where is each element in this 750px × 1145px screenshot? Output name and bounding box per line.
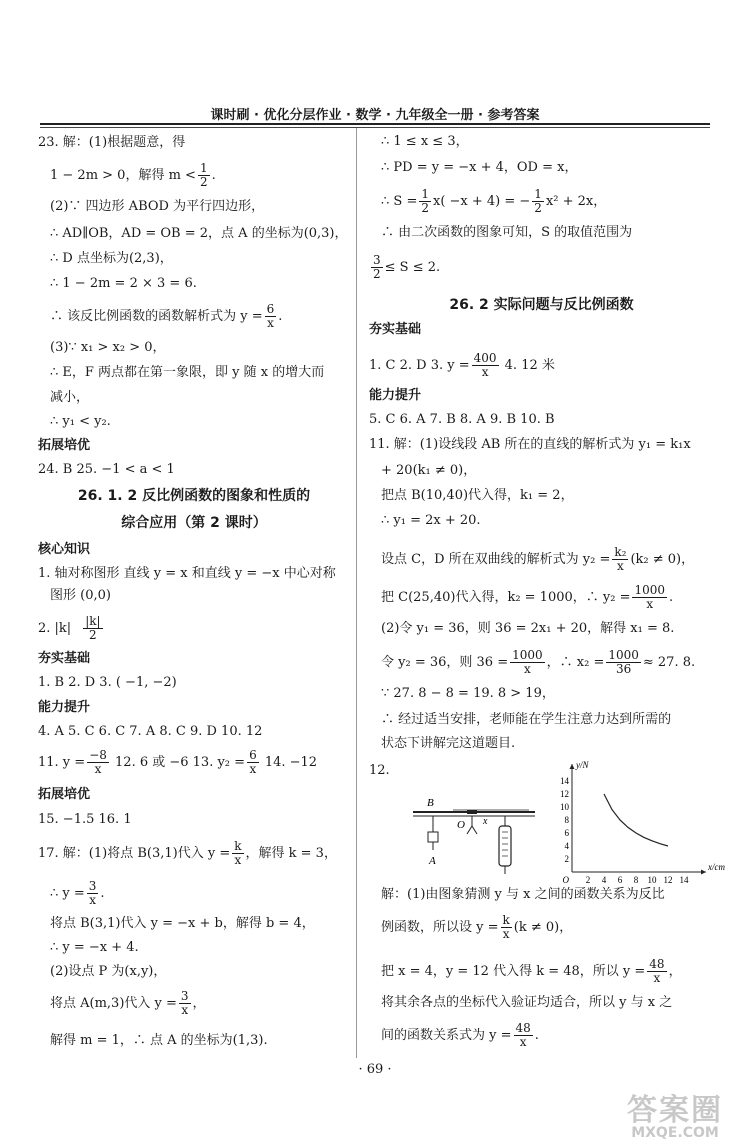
q17-line: 将点 A(m,3)代入 y = $\frac{3}{x}$ ， bbox=[50, 989, 206, 1017]
q11-line: (2)令 y₁ = 36，则 36 = 2x₁ + 20，解得 x₁ = 8. bbox=[381, 621, 675, 636]
x-tick-label: 8 bbox=[633, 875, 639, 885]
q17-line: 解得 m = 1，∴ 点 A 的坐标为(1,3). bbox=[50, 1033, 268, 1048]
q23-line: ∴ AD∥OB，AD = OB = 2，点 A 的坐标为(0,3)， bbox=[50, 226, 348, 241]
reciprocal-graph bbox=[544, 758, 725, 888]
fraction: $\frac{1}{2}$ bbox=[534, 187, 542, 215]
q11-line: ∵ 27. 8 − 8 = 19. 8 > 19， bbox=[381, 686, 555, 701]
q11-line: ∴ 经过适当安排，老师能在学生注意力达到所需的 bbox=[381, 712, 672, 727]
fraction: $\frac{1}{2}$ bbox=[199, 161, 208, 189]
fraction: $\frac{3}{x}$ bbox=[88, 879, 97, 907]
fraction: $\frac{1000}{x}$ bbox=[512, 648, 543, 676]
q17-line: (2)设点 P 为(x,y)， bbox=[50, 964, 167, 979]
q23-line: 1 − 2m > 0，解得 m < $\frac{1}{2}$ . bbox=[50, 161, 216, 189]
section-heading: 拓展培优 bbox=[38, 438, 91, 453]
q17-line: ∴ y = −x + 4. bbox=[50, 940, 139, 955]
x-tick-label: 14 bbox=[679, 875, 689, 885]
y-tick-label: 14 bbox=[560, 776, 569, 786]
q23-line: ∴ y₁ < y₂. bbox=[50, 414, 111, 429]
page-number: · 69 · bbox=[358, 1062, 392, 1077]
q11-line: ∴ y₁ = 2x + 20. bbox=[381, 513, 481, 528]
fraction: $\frac{1000}{36}$ bbox=[608, 648, 639, 676]
answer-line: $\frac{3}{2}$ ≤ S ≤ 2. bbox=[373, 253, 441, 281]
answer-line: 1. C 2. D 3. y = $\frac{400}{x}$ 4. 12 米 bbox=[369, 351, 555, 379]
x-tick-label: 10 bbox=[647, 875, 657, 885]
answer-line: 1. B 2. D 3. ( −1, −2) bbox=[38, 675, 177, 690]
fraction: $\frac{6}{x}$ bbox=[249, 748, 257, 776]
answer-line: 图形 (0,0) bbox=[50, 588, 111, 603]
section-heading: 夯实基础 bbox=[369, 322, 422, 337]
q11-line: 把点 B(10,40)代入得，k₁ = 2， bbox=[381, 488, 574, 503]
section-title: 26. 1. 2 反比例函数的图象和性质的 bbox=[77, 488, 311, 504]
answer-line: ∴ S = $\frac{1}{2}$ x( −x + 4) = − $\frac{1}{2}$ x² + 2x， bbox=[381, 187, 607, 215]
section-heading: 能力提升 bbox=[38, 700, 91, 715]
answer-line: ∴ 1 ≤ x ≤ 3， bbox=[381, 134, 469, 149]
answer-line: 1. 轴对称图形 直线 y = x 和直线 y = −x 中心对称 bbox=[38, 566, 336, 581]
q11-line: + 20(k₁ ≠ 0)， bbox=[381, 463, 477, 478]
q12-line: 将其余各点的坐标代入验证均适合，所以 y 与 x 之 bbox=[381, 995, 673, 1010]
q23-line: (2)∵ 四边形 ABOD 为平行四边形， bbox=[50, 199, 265, 214]
q11-line: 状态下讲解完这道题目. bbox=[381, 736, 516, 751]
q11-line: 把 C(25,40)代入得，k₂ = 1000，∴ y₂ = $\frac{1000}{x}$ . bbox=[381, 583, 674, 611]
q12-line: 例函数，所以设 y = $\frac{k}{x}$ (k ≠ 0)， bbox=[381, 913, 573, 941]
answer-line: ∴ PD = y = −x + 4，OD = x， bbox=[381, 160, 578, 175]
fraction: $\frac{1000}{x}$ bbox=[634, 583, 666, 611]
q12-label: 12. bbox=[369, 763, 390, 778]
fraction: $\frac{400}{x}$ bbox=[473, 351, 497, 379]
fraction: $\frac{3}{2}$ bbox=[373, 253, 381, 281]
q23-line: ∴ 1 − 2m = 2 × 3 = 6. bbox=[50, 276, 197, 291]
series-line bbox=[604, 794, 668, 846]
y-tick-label: 6 bbox=[564, 828, 569, 838]
answer-line: 24. B 25. −1 < a < 1 bbox=[38, 462, 175, 477]
fraction: $\frac{3}{x}$ bbox=[180, 989, 189, 1017]
q11-line: 11. 解：(1)设线段 AB 所在的直线的解析式为 y₁ = k₁x bbox=[369, 437, 691, 452]
watermark-logo: 答案圈 MXQE.COM bbox=[627, 1093, 723, 1141]
fraction: $\frac{48}{x}$ bbox=[649, 957, 665, 985]
origin-label: O bbox=[562, 875, 569, 885]
fraction: $\frac{k}{x}$ bbox=[234, 839, 242, 867]
q12-line: 间的函数关系式为 y = $\frac{48}{x}$ . bbox=[381, 1021, 539, 1049]
y-tick-label: 4 bbox=[564, 841, 569, 851]
y-tick-label: 10 bbox=[560, 802, 569, 812]
x-axis-arrow bbox=[701, 870, 706, 875]
fraction: $\frac{k}{x}$ bbox=[502, 913, 510, 941]
answer-line: 15. −1.5 16. 1 bbox=[38, 812, 132, 827]
q17-line: 17. 解：(1)将点 B(3,1)代入 y = $\frac{k}{x}$ ，解得 k = 3， bbox=[38, 839, 337, 867]
header-rule-thin bbox=[40, 127, 710, 128]
q17-line: 将点 B(3,1)代入 y = −x + b，解得 b = 4， bbox=[50, 916, 315, 931]
header-rule bbox=[40, 123, 710, 125]
y-axis-arrow bbox=[570, 764, 575, 769]
fraction: $\frac{6}{x}$ bbox=[266, 302, 275, 330]
section-heading: 核心知识 bbox=[38, 542, 91, 557]
fraction: $\frac{48}{x}$ bbox=[515, 1021, 531, 1049]
section-heading: 能力提升 bbox=[369, 388, 422, 403]
label-O: O bbox=[457, 819, 465, 831]
y-axis-label: y/N bbox=[576, 760, 589, 770]
label-B: B bbox=[427, 797, 434, 809]
q23-line: 减小， bbox=[50, 390, 90, 405]
q23-line: (3)∵ x₁ > x₂ > 0， bbox=[50, 340, 166, 355]
x-axis-label: x/cm bbox=[708, 862, 725, 872]
y-tick-label: 2 bbox=[564, 854, 569, 864]
page-header: 课时刷 · 优化分层作业 · 数学 · 九年级全一册 · 参考答案 bbox=[210, 108, 540, 123]
x-tick-label: 2 bbox=[585, 875, 591, 885]
fraction: $\frac{\text{k₂}}{x}$ bbox=[614, 545, 627, 573]
x-tick-label: 4 bbox=[601, 875, 607, 885]
answer-line: 2. |k| $\frac{|k|}{2}$ bbox=[38, 614, 101, 642]
answer-line: ∴ 由二次函数的图象可知，S 的取值范围为 bbox=[381, 225, 633, 240]
label-A: A bbox=[429, 855, 436, 867]
answer-line: 4. A 5. C 6. C 7. A 8. C 9. D 10. 12 bbox=[38, 724, 263, 739]
q23-line: 23. 解：(1)根据题意，得 bbox=[38, 135, 186, 150]
fraction: $\frac{-8}{x}$ bbox=[89, 748, 107, 776]
column-divider bbox=[356, 128, 357, 1058]
q23-line: ∴ D 点坐标为(2,3)， bbox=[50, 251, 173, 266]
q12-line: 解：(1)由图象猜测 y 与 x 之间的函数关系为反比 bbox=[381, 887, 665, 902]
section-title: 综合应用（第 2 课时） bbox=[121, 515, 267, 531]
fraction: $\frac{1}{2}$ bbox=[421, 187, 429, 215]
fraction: $\frac{|k|}{2}$ bbox=[85, 614, 101, 642]
lever-apparatus-figure bbox=[409, 780, 539, 876]
y-tick-label: 8 bbox=[564, 815, 569, 825]
section-heading: 夯实基础 bbox=[38, 651, 91, 666]
q11-line: 设点 C，D 所在双曲线的解析式为 y₂ = $\frac{\text{k₂}}{x}$ (k₂ ≠ 0)， bbox=[381, 545, 695, 573]
answer-line: 11. y = $\frac{-8}{x}$ 12. 6 或 −6 13. y₂ = $\frac{6}{x}$ 14. −12 bbox=[38, 748, 318, 776]
y-tick-label: 12 bbox=[560, 789, 569, 799]
x-tick-label: 6 bbox=[617, 875, 623, 885]
q11-line: 令 y₂ = 36，则 36 = $\frac{1000}{x}$ ，∴ x₂ = $\frac{1000}{36}$ ≈ 27. 8. bbox=[381, 648, 696, 676]
section-title: 26. 2 实际问题与反比例函数 bbox=[449, 297, 634, 313]
q17-line: ∴ y = $\frac{3}{x}$ . bbox=[50, 879, 105, 907]
q23-line: ∴ 该反比例函数的函数解析式为 y = $\frac{6}{x}$ . bbox=[50, 302, 283, 330]
section-heading: 拓展培优 bbox=[38, 787, 91, 802]
q12-line: 把 x = 4，y = 12 代入得 k = 48，所以 y = $\frac{48}{x}$ ， bbox=[381, 957, 682, 985]
answer-line: 5. C 6. A 7. B 8. A 9. B 10. B bbox=[369, 412, 555, 427]
x-tick-label: 12 bbox=[663, 875, 673, 885]
label-x: x bbox=[483, 816, 488, 827]
q23-line: ∴ E，F 两点都在第一象限，即 y 随 x 的增大而 bbox=[50, 365, 325, 380]
